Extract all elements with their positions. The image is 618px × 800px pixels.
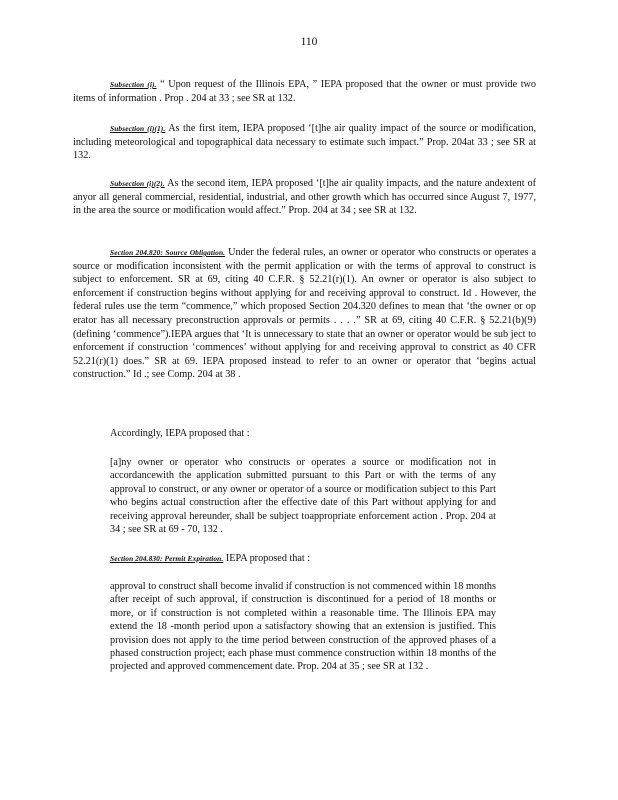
section-heading: Section 204.820: Source Obligation. xyxy=(110,248,226,257)
block-quote-enforcement: [a]ny owner or operator who constructs or operates a source or modification not in accordancewith the application submitted pursuant to this Part or with the terms of any approval to construct, or any owner or operator of a source or modification subject to this Part who begins actual construction after the effective date of this Part without applying for and receiving approval hereunder, shall be subject toappropriate enforcement action . Prop. 204 at 34 ; see SR at 69 - 70, 132 . xyxy=(110,457,496,536)
subsection-heading: Subsection (i)(1). xyxy=(110,124,166,133)
paragraph-subsection-i-2 xyxy=(73,177,536,218)
paragraph-section-204-820 xyxy=(73,246,536,382)
paragraph-subsection-i xyxy=(73,78,536,105)
block-quote-permit-expiration: approval to construct shall become invalid if construction is not commenced within 18 months after receipt of such approval, if construction is discontinued for a period of 18 months or more, or if construction is not completed within a reasonable time. The Illinois EPA may extend the 18 -month period upon a satisfactory showing that an extension is justified. This provision does not apply to the time period between construction of the approved phases of a phased construction project; each phase must commence construction within 18 months of the projected and approved commencement date. Prop. 204 at 35 ; see SR at 132 . xyxy=(110,581,496,673)
page-number: 110 xyxy=(300,36,318,48)
paragraph-subsection-i-1 xyxy=(73,122,536,163)
subsection-heading: Subsection (i)(2). xyxy=(110,179,165,188)
paragraph-text: “ Upon request of the Illinois EPA, ” IEPA proposed that the owner or must provide two items of information . Prop . 204 at 33 ; see SR at 132. xyxy=(73,79,537,104)
paragraph-accordingly: Accordingly, IEPA proposed that : xyxy=(110,428,250,439)
paragraph-text: Under the federal rules, an owner or operator who constructs or operates a source or modification inconsistent with the permit application or with the terms of approval to construct is subject to enforcement. SR at 69, citing 40 C.F.R. § 52.21(r)(1). An owner or operator is also subject to enforcement if construction begins without applying for and receiving approval to construct. Id . However, the federal rules use the term “commence,” which proposed Section 204.320 defines to mean that ‘the owner or op erator has all necessary preconstruction approvals or permits . . . .” SR at 69, citing 40 C.F.R. § 52.21(b)(9) (defining ‘commence”).IEPA argues that ‘It is unnecessary to state that an owner or operator would be sub ject to enforcement if construction ‘commences’ without applying for and receiving approval to constrict as 40 CFR 52.21(r)(1) does.” SR at 69. IEPA proposed instead to refer to an owner or operator that ‘begins actual construction.” Id .; see Comp. 204 at 38 . xyxy=(73,247,537,381)
paragraph-section-204-830 xyxy=(73,552,536,566)
section-heading: Section 204.830: Permit Expiration. xyxy=(110,554,224,563)
paragraph-text: As the second item, IEPA proposed ‘[t]he air quality impacts, and the nature andextent of anyor all general commercial, residential, industrial, and other growth which has occurred since August 7, 1977, in the area the source or modification would affect.” Prop. 204 at 34 ; see SR at 132. xyxy=(73,178,536,217)
paragraph-text: As the first item, IEPA proposed ‘[t]he air quality impact of the source or modification, including meteorological and topographical data necessary to estimate such impact.” Prop. 204at 33 ; see SR at 132. xyxy=(73,123,536,162)
subsection-heading: Subsection (i). xyxy=(110,80,157,89)
paragraph-text: IEPA proposed that : xyxy=(225,553,311,564)
